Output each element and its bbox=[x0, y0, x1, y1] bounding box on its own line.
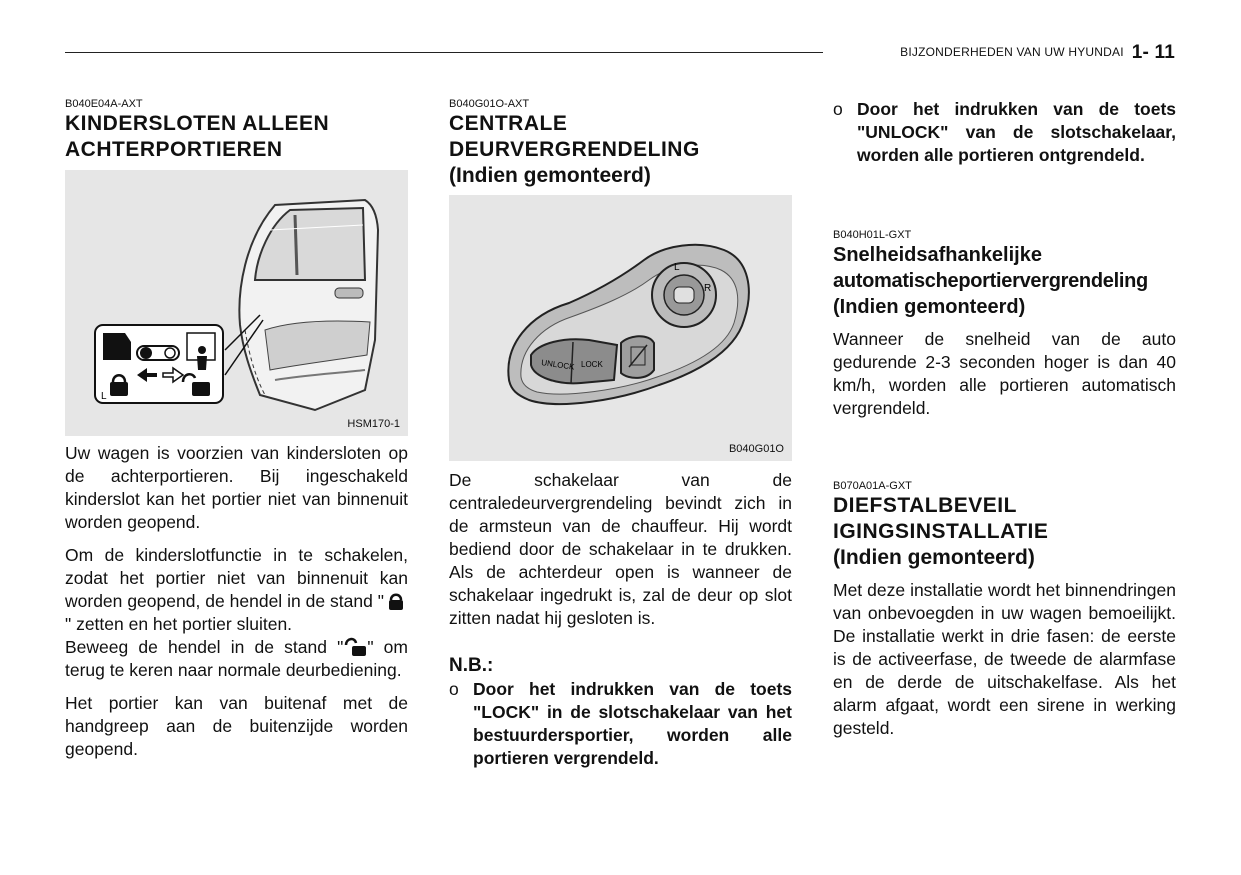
note-text: Door het indrukken van de toets "LOCK" in de slotschakelaar van het bestuurdersportier, worden alle portieren vergrendeld. bbox=[473, 679, 792, 768]
mirror-right-label: R bbox=[704, 283, 712, 294]
paragraph: Om de kinderslotfunctie in te schakelen, zodat het portier niet van binnenuit kan worden geopend, de hendel in de stand "" zetten en het portier sluiten. bbox=[65, 545, 408, 634]
header-title: BIJZONDERHEDEN VAN UW HYUNDAI bbox=[900, 45, 1124, 59]
paragraph: Uw wagen is voorzien van kindersloten op de achterportieren. Bij ingeschakeld kinderslot kan het portier niet van binnenuit worden geopend. bbox=[65, 443, 408, 532]
page-number: 1- 11 bbox=[1131, 42, 1175, 63]
mirror-left-label: L bbox=[674, 262, 680, 273]
lock-key-label: LOCK bbox=[581, 360, 603, 369]
paragraph: Beweeg de hendel in de stand " " om terug te keren naar normale deurbediening. bbox=[65, 637, 408, 680]
door-lock-switch-figure bbox=[449, 195, 792, 461]
callout-l-label: L bbox=[101, 391, 107, 402]
header-rule bbox=[65, 52, 823, 53]
column-auto-locking bbox=[833, 98, 1176, 740]
unlock-bullet bbox=[833, 98, 1176, 167]
section-title: Snelheidsafhankelijke automatischeportiervergrendeling bbox=[833, 244, 1148, 292]
section-code: B040G01O-AXT bbox=[449, 98, 530, 110]
paragraph: Het portier kan van buitenaf met de handgreep aan de buitenzijde worden geopend. bbox=[65, 693, 408, 759]
section-subtitle: (Indien gemonteerd) bbox=[449, 164, 651, 187]
column-child-locks bbox=[65, 98, 408, 761]
figure-label: HSM170-1 bbox=[347, 418, 400, 430]
door-lock-switch-illustration bbox=[449, 195, 792, 461]
section-subtitle: (Indien gemonteerd) bbox=[833, 296, 1026, 318]
unlock-key-label: UNLOCK bbox=[540, 358, 575, 372]
bullet-marker: o bbox=[449, 679, 459, 699]
lock-icon bbox=[384, 590, 408, 610]
section-title: KINDERSLOTEN ALLEEN ACHTERPORTIEREN bbox=[65, 112, 330, 161]
section-subtitle: (Indien gemonteerd) bbox=[833, 546, 1035, 569]
figure-label: B040G01O bbox=[728, 443, 784, 455]
paragraph: De schakelaar van de centraledeurvergrendeling bevindt zich in de armsteun van de chauffeur. Hij wordt bediend door de schakelaar in te drukken. Als de achterdeur open is wanneer de schakelaar ingedrukt is, zal de deur op slot zitten nadat hij gesloten is. bbox=[449, 470, 792, 628]
bullet-text: Door het indrukken van de toets "UNLOCK" van de slotschakelaar, worden alle portieren ontgrendeld. bbox=[857, 99, 1176, 165]
section-code: B070A01A-GXT bbox=[833, 480, 912, 492]
bullet-marker: o bbox=[833, 99, 843, 119]
paragraph: Wanneer de snelheid van de auto gedurende 2-3 seconden hoger is dan 40 km/h, worden alle portieren automatisch vergrendeld. bbox=[833, 329, 1176, 418]
note-bullet bbox=[449, 678, 792, 770]
section-code: B040E04A-AXT bbox=[65, 98, 143, 110]
paragraph: Met deze installatie wordt het binnendringen van onbevoegden in uw wagen bemoeilijkt. De installatie werkt in drie fasen: de eerste is de activeerfase, de tweede de alarmfase en de derde de uitschakelfase. Als het alarm afgaat, wordt een sirene in werking gesteld. bbox=[833, 580, 1176, 738]
section-code: B040H01L-GXT bbox=[833, 229, 912, 241]
rear-door-illustration bbox=[65, 170, 408, 436]
unlock-icon bbox=[343, 636, 367, 656]
child-lock-figure bbox=[65, 170, 408, 436]
section-title: CENTRALE DEURVERGRENDELING bbox=[449, 112, 700, 161]
section-title: DIEFSTALBEVEIL IGINGSINSTALLATIE bbox=[833, 494, 1049, 543]
column-central-locking bbox=[449, 98, 792, 770]
page-header bbox=[900, 42, 1175, 64]
note-title: N.B.: bbox=[449, 655, 494, 676]
